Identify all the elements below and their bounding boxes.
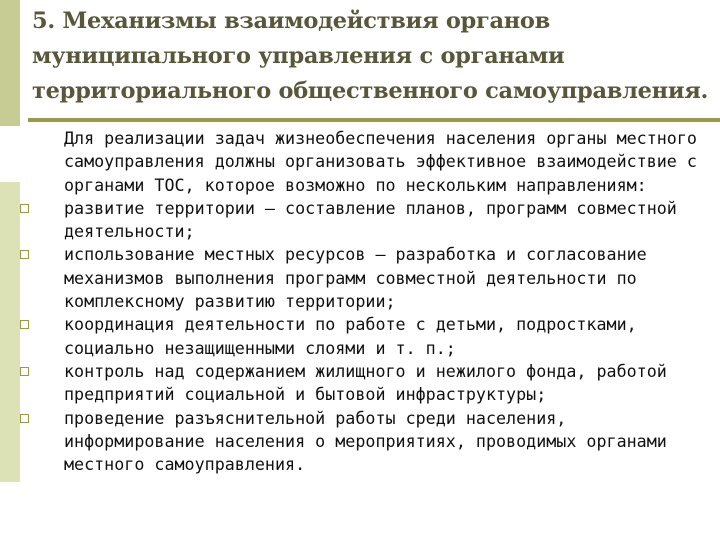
hollow-square-bullet-icon	[20, 414, 29, 423]
side-decoration-gap	[0, 482, 20, 540]
list-item-text: использование местных ресурсов — разработка и согласование механизмов выполнения программ совместной деятельности по комплексному развитию территории;	[64, 244, 647, 312]
list-item-text: контроль над содержанием жилищного и нежилого фонда, работой предприятий социальной и бытовой инфраструктуры;	[64, 360, 667, 405]
slide-body	[64, 127, 714, 476]
side-decoration-gap	[0, 126, 20, 182]
slide-title: 5. Механизмы взаимодействия органов муниципального управления с органами территориального общественного самоуправления.	[32, 8, 709, 104]
directions-list	[64, 197, 714, 477]
hollow-square-bullet-icon	[20, 250, 29, 259]
hollow-square-bullet-icon	[20, 367, 29, 376]
intro-paragraph: Для реализации задач жизнеобеспечения населения органы местного самоуправления должны организовать эффективное взаимодействие с органами ТОС, которое возможно по нескольким направлениям:	[64, 128, 697, 195]
side-decoration-bar	[0, 0, 20, 540]
hollow-square-bullet-icon	[20, 320, 29, 329]
hollow-square-bullet-icon	[20, 204, 29, 213]
side-decoration-block	[0, 182, 20, 482]
list-item-text: развитие территории — составление планов, программ совместной деятельности;	[64, 197, 677, 242]
title-underline-rule	[28, 118, 720, 122]
side-decoration-block	[0, 0, 20, 126]
list-item	[64, 197, 714, 244]
list-item	[64, 243, 714, 313]
list-item	[64, 313, 714, 360]
list-item	[64, 407, 714, 477]
list-item	[64, 360, 714, 407]
list-item-text: координация деятельности по работе с детьми, подростками, социально незащищенными слоями и т. п.;	[64, 314, 637, 358]
list-item-text: проведение разъяснительной работы среди населения, информирование населения о мероприятиях, проводимых органами местного самоуправления.	[64, 407, 667, 475]
